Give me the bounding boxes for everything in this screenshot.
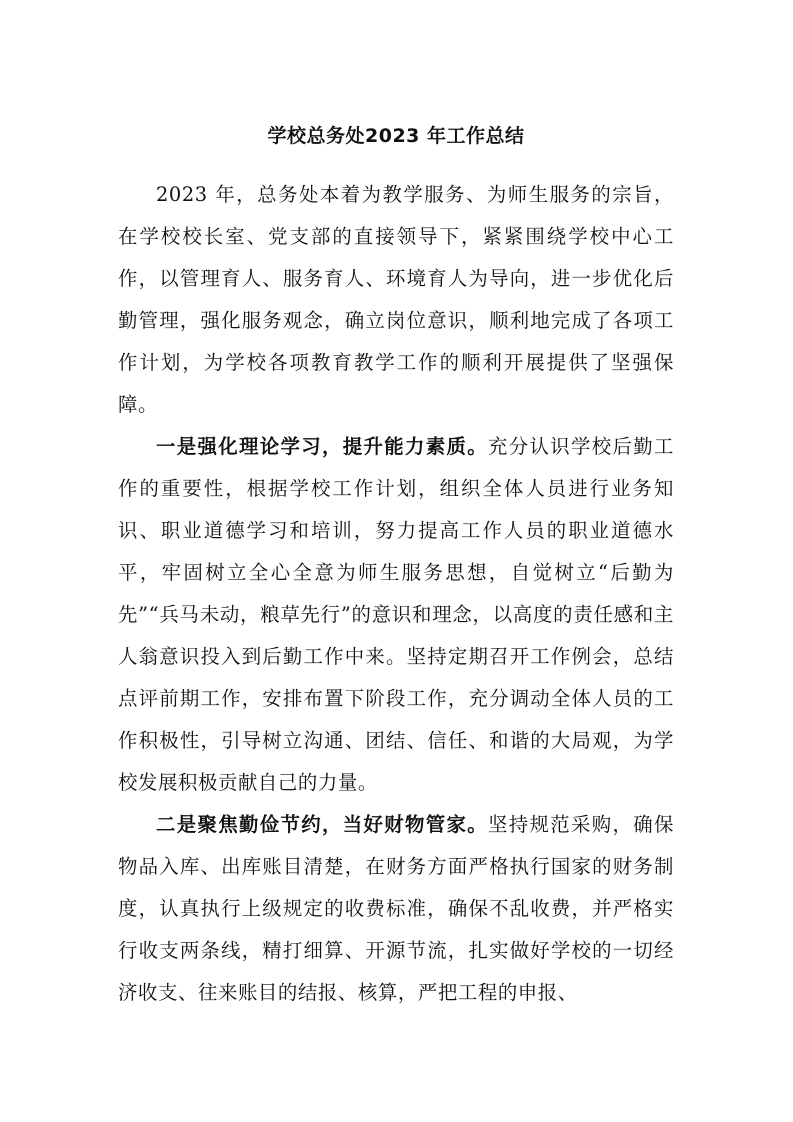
paragraph-theory-study-lead: 一是强化理论学习，提升能力素质。 (156, 435, 488, 458)
document-body (118, 174, 674, 1014)
paragraph-theory-study (118, 426, 674, 804)
paragraph-frugality-text: 坚持规范采购，确保物品入库、出库账目清楚，在财务方面严格执行国家的财务制度，认真执行上级规定的收费标准，确保不乱收费，并严格实行收支两条线，精打细算、开源节流，扎实做好学校的一切经济收支、往来账目的结报、核算，严把工程的申报、 (118, 813, 674, 1004)
paragraph-frugality-lead: 二是聚焦勤俭节约，当好财物管家。 (156, 813, 488, 836)
paragraph-frugality (118, 804, 674, 1014)
document-title: 学校总务处2023 年工作总结 (267, 125, 525, 147)
paragraph-theory-study-text: 充分认识学校后勤工作的重要性，根据学校工作计划，组织全体人员进行业务知识、职业道德学习和培训，努力提高工作人员的职业道德水平，牢固树立全心全意为师生服务思想，自觉树立“后勤为先”“兵马未动，粮草先行”的意识和理念，以高度的责任感和主人翁意识投入到后勤工作中来。坚持定期召开工作例会，总结点评前期工作，安排布置下阶段工作，充分调动全体人员的工作积极性，引导树立沟通、团结、信任、和谐的大局观，为学校发展积极贡献自己的力量。 (118, 435, 674, 794)
paragraph-intro-text: 2023 年，总务处本着为教学服务、为师生服务的宗旨，在学校校长室、党支部的直接领导下，紧紧围绕学校中心工作，以管理育人、服务育人、环境育人为导向，进一步优化后勤管理，强化服务观念，确立岗位意识，顺利地完成了各项工作计划，为学校各项教育教学工作的顺利开展提供了坚强保障。 (118, 183, 674, 416)
paragraph-intro (118, 174, 674, 426)
